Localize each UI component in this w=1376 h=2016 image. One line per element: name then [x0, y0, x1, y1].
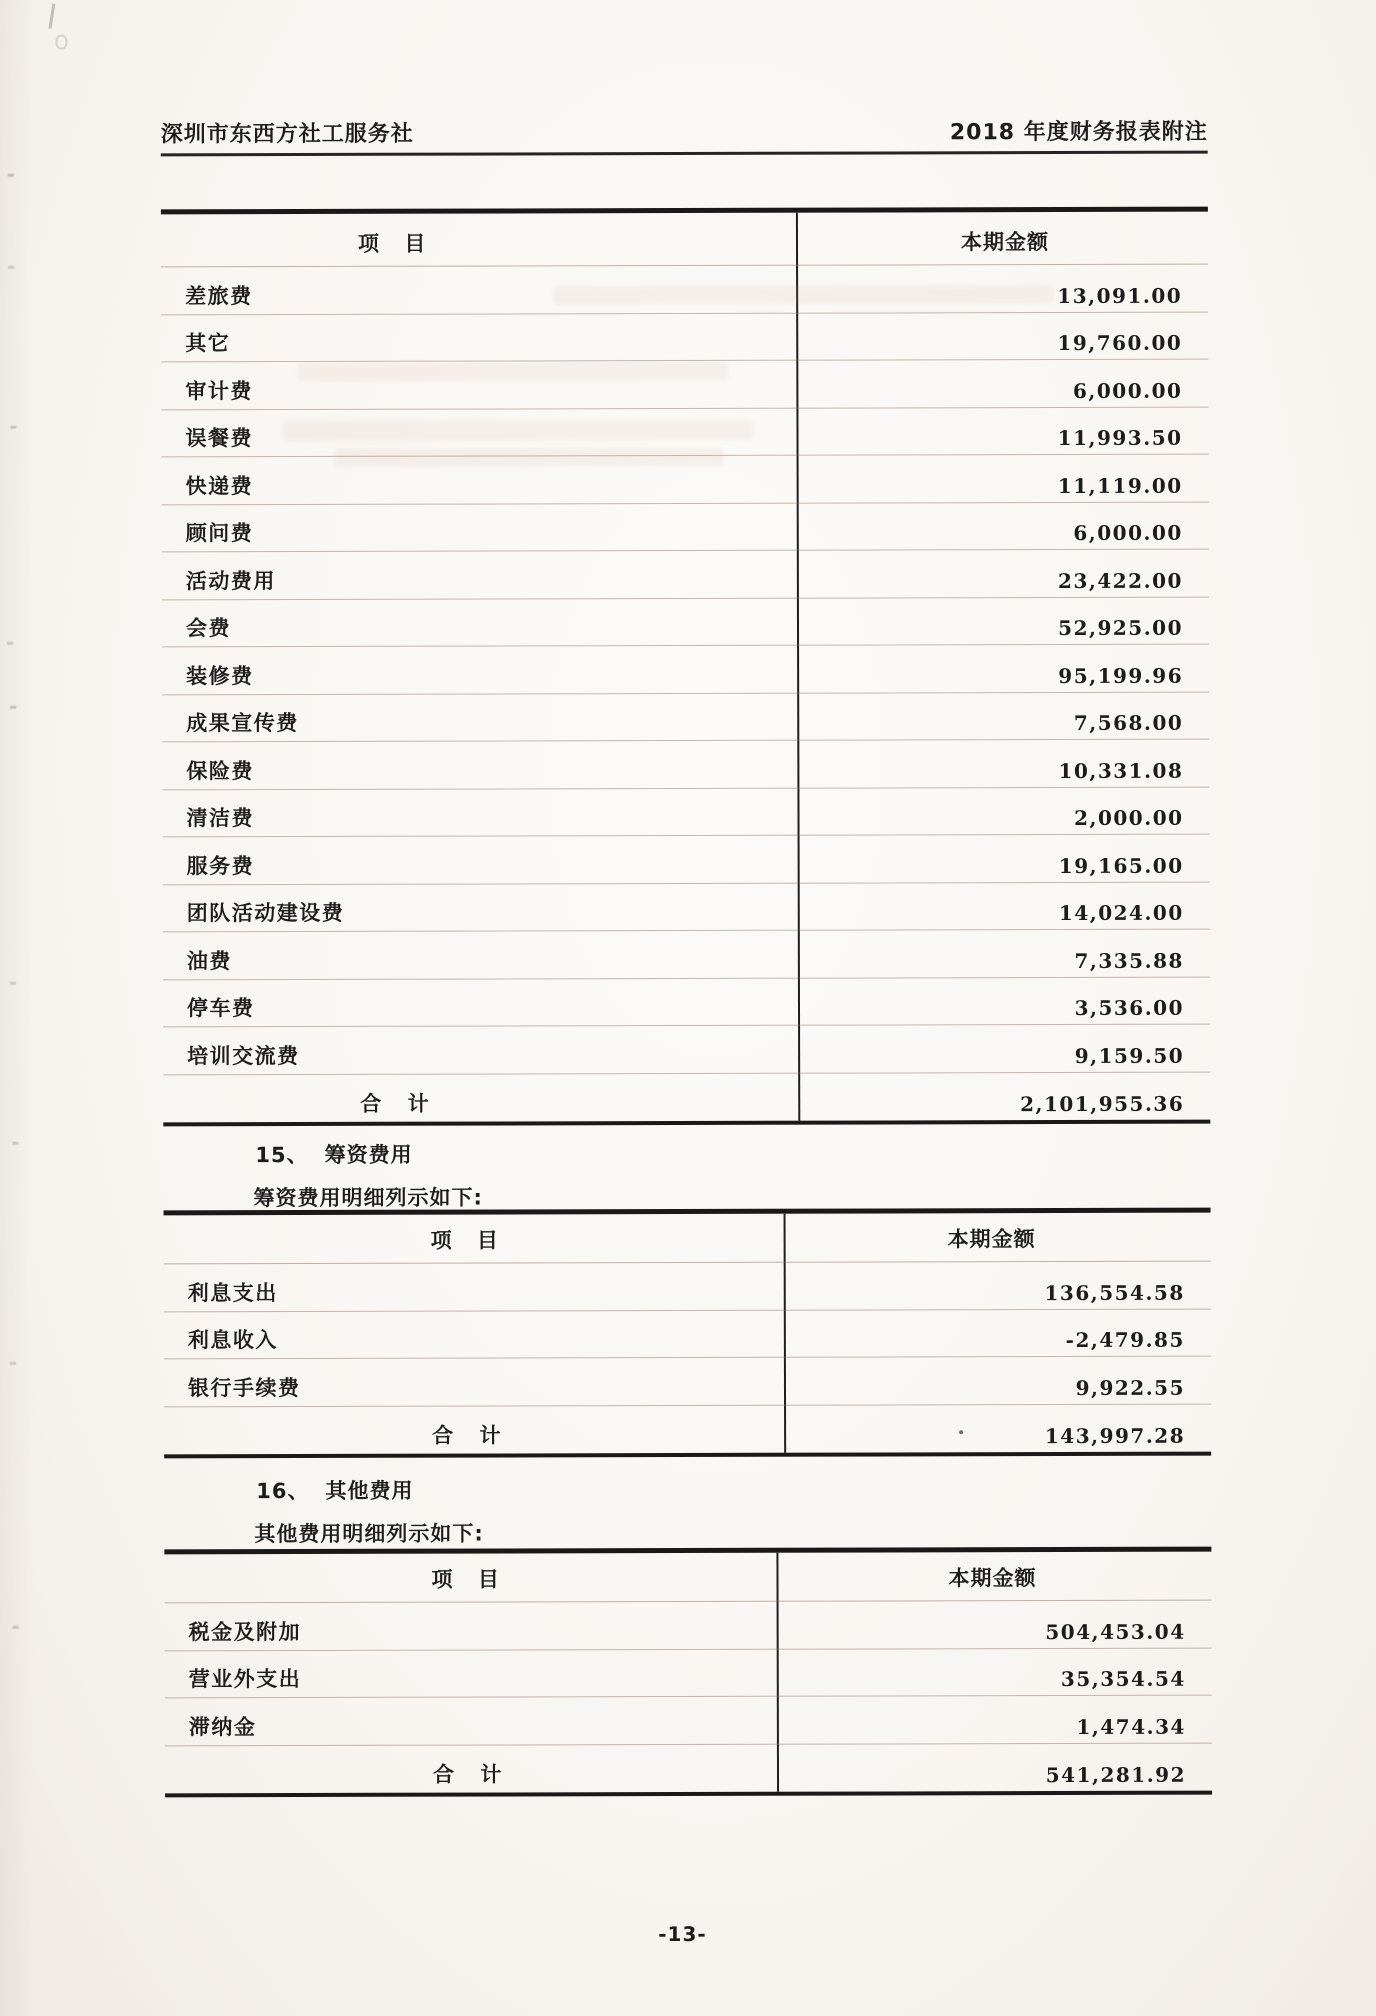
page-number: -13-	[658, 1921, 707, 1947]
row-amount: 9,159.50	[1074, 1043, 1185, 1068]
row-label: 银行手续费	[187, 1375, 301, 1400]
column-header-item: 项 目	[430, 1228, 499, 1253]
row-amount: 14,024.00	[1058, 900, 1184, 926]
row-amount: 35,354.54	[1060, 1666, 1186, 1692]
table-row	[162, 502, 1209, 552]
row-label: 税金及附加	[188, 1619, 302, 1644]
scan-artifact-specks	[8, 174, 14, 177]
row-amount: 136,554.58	[1044, 1280, 1185, 1305]
table-row	[165, 1696, 1212, 1746]
table-row	[162, 455, 1209, 505]
table-row	[162, 692, 1209, 742]
row-label: 油费	[186, 948, 232, 973]
total-label: 合 计	[360, 1091, 431, 1116]
row-amount: 2,000.00	[1074, 805, 1184, 830]
row-amount: 7,335.88	[1074, 948, 1184, 973]
table-row	[163, 882, 1210, 932]
section-number: 15、	[255, 1142, 309, 1168]
row-amount: -2,479.85	[1065, 1327, 1185, 1353]
row-amount: 9,922.55	[1075, 1375, 1186, 1400]
table-row	[164, 1309, 1211, 1359]
table-row	[162, 597, 1209, 647]
table-row	[161, 312, 1208, 362]
section-16-title	[256, 1475, 413, 1505]
column-header-amount: 本期金额	[947, 1227, 1036, 1252]
row-label: 利息收入	[187, 1328, 278, 1353]
report-title: 2018 年度财务报表附注	[949, 119, 1208, 146]
row-amount: 52,925.00	[1058, 615, 1184, 641]
table-row	[163, 930, 1210, 980]
row-label: 活动费用	[185, 568, 276, 593]
row-amount: 19,760.00	[1057, 330, 1183, 356]
row-amount: 7,568.00	[1073, 710, 1184, 735]
row-amount: 3,536.00	[1074, 995, 1185, 1020]
row-amount: 10,331.08	[1058, 758, 1184, 783]
table-row	[163, 835, 1210, 885]
fundraising-expense-table	[164, 1208, 1212, 1459]
row-label: 成果宣传费	[186, 711, 299, 736]
table-row	[162, 550, 1209, 600]
row-amount: 23,422.00	[1058, 568, 1183, 593]
table-row	[161, 265, 1208, 315]
table-row	[164, 1357, 1211, 1407]
table-row	[163, 977, 1210, 1027]
row-label: 清洁费	[186, 806, 255, 831]
row-amount: 504,453.04	[1045, 1619, 1186, 1644]
column-header-amount: 本期金额	[960, 230, 1050, 255]
column-header-amount: 本期金额	[948, 1566, 1037, 1591]
total-label: 合 计	[432, 1423, 502, 1448]
row-label: 会费	[185, 616, 232, 641]
row-label: 其它	[185, 331, 231, 356]
row-label: 营业外支出	[188, 1667, 302, 1692]
scan-artifact-pen-mark	[55, 35, 67, 50]
table-row	[161, 360, 1208, 410]
row-label: 快递费	[185, 473, 254, 498]
row-amount: 1,474.34	[1076, 1714, 1186, 1739]
table-total-row	[163, 1072, 1210, 1122]
section-15-subtitle: 筹资费用明细列示如下:	[253, 1185, 483, 1211]
total-amount: 541,281.92	[1045, 1762, 1187, 1788]
row-label: 审计费	[185, 378, 253, 403]
section-name: 筹资费用	[324, 1142, 413, 1167]
row-label: 装修费	[186, 663, 254, 688]
table-row	[164, 1262, 1211, 1312]
row-label: 差旅费	[185, 283, 253, 308]
row-label: 保险费	[186, 758, 254, 783]
table-row	[165, 1601, 1212, 1651]
row-label: 利息支出	[187, 1280, 278, 1305]
table-row	[162, 645, 1209, 695]
row-amount: 11,119.00	[1057, 473, 1183, 498]
table-row	[162, 740, 1209, 790]
expense-detail-table	[161, 207, 1210, 1127]
row-amount: 19,165.00	[1058, 853, 1184, 878]
table-total-row	[165, 1743, 1212, 1793]
row-label: 服务费	[186, 853, 255, 878]
section-16-subtitle: 其他费用明细列示如下:	[254, 1521, 484, 1547]
row-label: 团队活动建设费	[186, 900, 345, 926]
other-expense-table	[164, 1547, 1212, 1798]
total-amount: 2,101,955.36	[1020, 1091, 1185, 1117]
row-label: 停车费	[186, 996, 255, 1021]
section-name: 其他费用	[325, 1478, 414, 1503]
table-header-row	[164, 1552, 1211, 1604]
row-amount: 6,000.00	[1072, 378, 1183, 403]
row-amount: 95,199.96	[1058, 663, 1184, 688]
document-header	[161, 115, 1208, 157]
table-row	[161, 407, 1208, 457]
table-header-row	[164, 1213, 1211, 1265]
column-header-item: 项 目	[431, 1567, 500, 1592]
section-number: 16、	[256, 1478, 310, 1504]
table-row	[163, 1025, 1210, 1075]
row-label: 滞纳金	[188, 1714, 257, 1739]
scan-artifact-pen-mark	[48, 4, 55, 29]
total-amount: 143,997.28	[1044, 1423, 1186, 1449]
row-amount: 13,091.00	[1057, 283, 1183, 308]
section-15-title	[255, 1139, 412, 1169]
table-total-row	[164, 1404, 1211, 1454]
row-label: 误餐费	[185, 426, 254, 451]
column-header-item: 项 目	[357, 231, 427, 256]
row-label: 培训交流费	[187, 1043, 300, 1068]
row-amount: 11,993.50	[1057, 425, 1183, 451]
row-label: 顾问费	[185, 521, 254, 546]
table-row	[162, 787, 1209, 837]
table-header-row	[161, 212, 1208, 268]
row-amount: 6,000.00	[1073, 520, 1183, 545]
table-row	[165, 1648, 1212, 1698]
total-label: 合 计	[432, 1762, 503, 1787]
company-name: 深圳市东西方社工服务社	[160, 121, 414, 148]
